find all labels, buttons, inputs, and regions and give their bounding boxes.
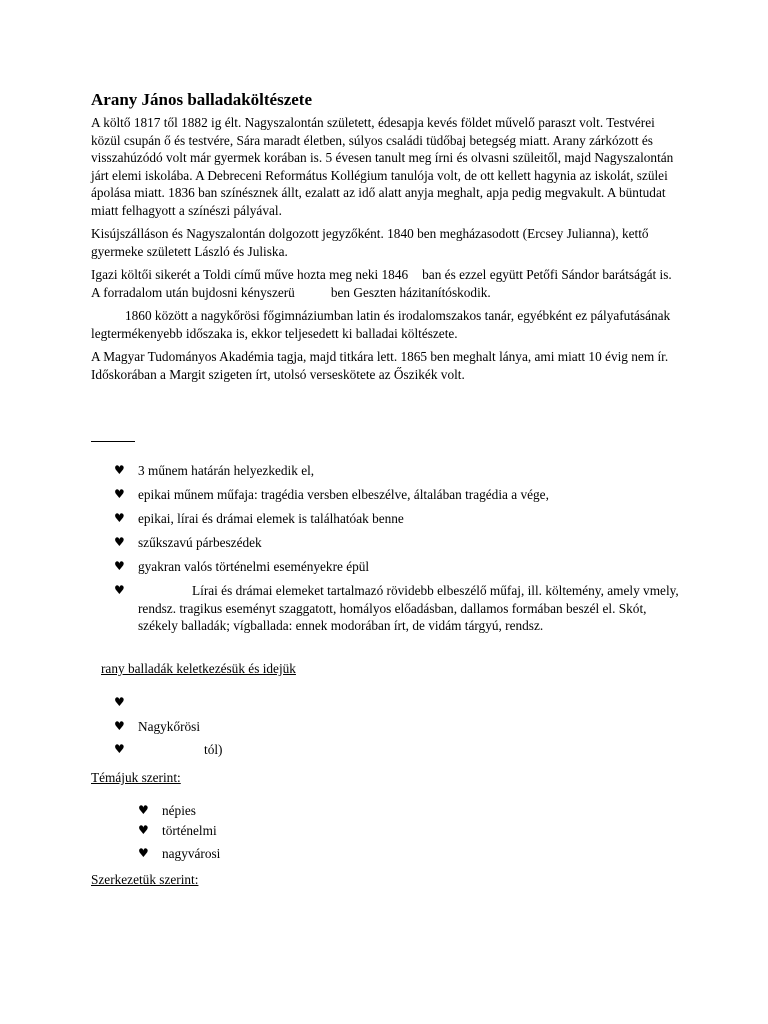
list-item: ♥ gyakran valós történelmi eseményekre épül — [114, 559, 370, 574]
section-heading-structure: Szerkezetük szerint: — [91, 872, 199, 887]
section-divider — [91, 441, 135, 442]
list-item: ♥ nagyvárosi — [138, 846, 221, 861]
paragraph-toldi-part1: Igazi költői sikerét a Toldi című műve hozta meg neki 1846 — [91, 267, 409, 282]
heart-bullet-icon: ♥ — [114, 695, 125, 709]
heart-bullet-icon: ♥ — [114, 511, 125, 525]
list-item: ♥ történelmi — [138, 822, 217, 838]
themes-list — [138, 802, 706, 863]
list-item: ♥ szűkszavú párbeszédek — [114, 535, 262, 550]
list-item: ♥ epikai, lírai és drámai elemek is találhatóak benne — [114, 511, 404, 526]
paragraph-toldi-part2: ban és ezzel együtt Petőfi Sándor barátságát is. A forradalom után bujdosni kényszerü — [91, 267, 672, 300]
heart-bullet-icon: ♥ — [114, 487, 125, 501]
periods-list — [114, 694, 682, 759]
heart-bullet-icon: ♥ — [114, 535, 125, 549]
heart-bullet-icon: ♥ — [114, 583, 125, 597]
list-item-definition: ♥ Lírai és drámai elemeket tartalmazó rövidebb elbeszélő műfaj, ill. költemény, amely vmely, rendsz. tragikus eseményt szaggatott, homályos előadásban, dallamos formában beszél el. Skót, székely balladák; vígballada: ennek modorában írt, de vidám tárgyú, rendsz. — [114, 583, 679, 633]
list-item: ♥ 3 műnem határán helyezkedik el, — [114, 463, 315, 478]
features-list — [114, 462, 682, 635]
heart-bullet-icon: ♥ — [138, 822, 149, 837]
heart-bullet-icon: ♥ — [114, 742, 125, 756]
paragraph-toldi-part3: ben Geszten házitanítóskodik. — [330, 284, 491, 300]
heart-bullet-icon: ♥ — [114, 718, 125, 733]
heart-bullet-icon: ♥ — [138, 803, 149, 817]
section-heading-themes: Témájuk szerint: — [91, 770, 181, 785]
list-item: ♥ Nagykőrösi — [114, 718, 201, 734]
list-item: ♥ tól) — [114, 742, 223, 757]
paragraph-nagykoros: 1860 között a nagykőrösi főgimnáziumban latin és irodalomszakos tanár, egyébként ez pályafutásának legtermékenyebb időszaka is, ekkor teljesedett ki balladai költészete. — [91, 308, 671, 341]
heart-bullet-icon: ♥ — [114, 463, 125, 477]
document-body — [91, 88, 681, 389]
list-item: ♥ epikai műnem műfaja: tragédia versben elbeszélve, általában tragédia a vége, — [114, 487, 549, 502]
section-heading-origins: rany balladák keletkezésük és idejük — [101, 661, 296, 676]
document-title: Arany János balladaköltészete — [91, 90, 312, 109]
heart-bullet-icon: ♥ — [114, 559, 125, 573]
list-item: ♥ népies — [138, 803, 196, 818]
list-item — [114, 694, 682, 712]
paragraph-biography: A költő 1817 től 1882 ig élt. Nagyszalontán született, édesapja kevés földet művelő paraszt volt. Testvérei közül csupán ő és testvére, Sára maradt életben, súlyos családi tüdőbaj betegség miatt. Arany zárkózott és visszahúzódó volt már gyermek korában is. 5 évesen tanult meg írni és olvasni szüleitől, majd Nagyszalontán járt elemi iskolába. A Debreceni Református Kollégium tanulója volt, de ott kellett hagynia az iskolát, szülei ápolása miatt. 1836 ban színésznek állt, ezalatt az idő alatt anyja meghalt, apja pedig megvakult. A büntudat miatt felhagyott a színészi pályával. — [91, 115, 674, 218]
paragraph-academy: A Magyar Tudományos Akadémia tagja, majd titkára lett. 1865 ben meghalt lánya, ami miatt 10 évig nem ír. Időskorában a Margit szigeten írt, utolsó verseskötete az Őszikék volt. — [91, 349, 669, 382]
paragraph-career: Kisújszálláson és Nagyszalontán dolgozott jegyzőként. 1840 ben megházasodott (Ercsey Julianna), kettő gyermeke született László és Juliska. — [91, 226, 649, 259]
paragraph-toldi — [91, 266, 681, 301]
heart-bullet-icon: ♥ — [138, 846, 149, 860]
